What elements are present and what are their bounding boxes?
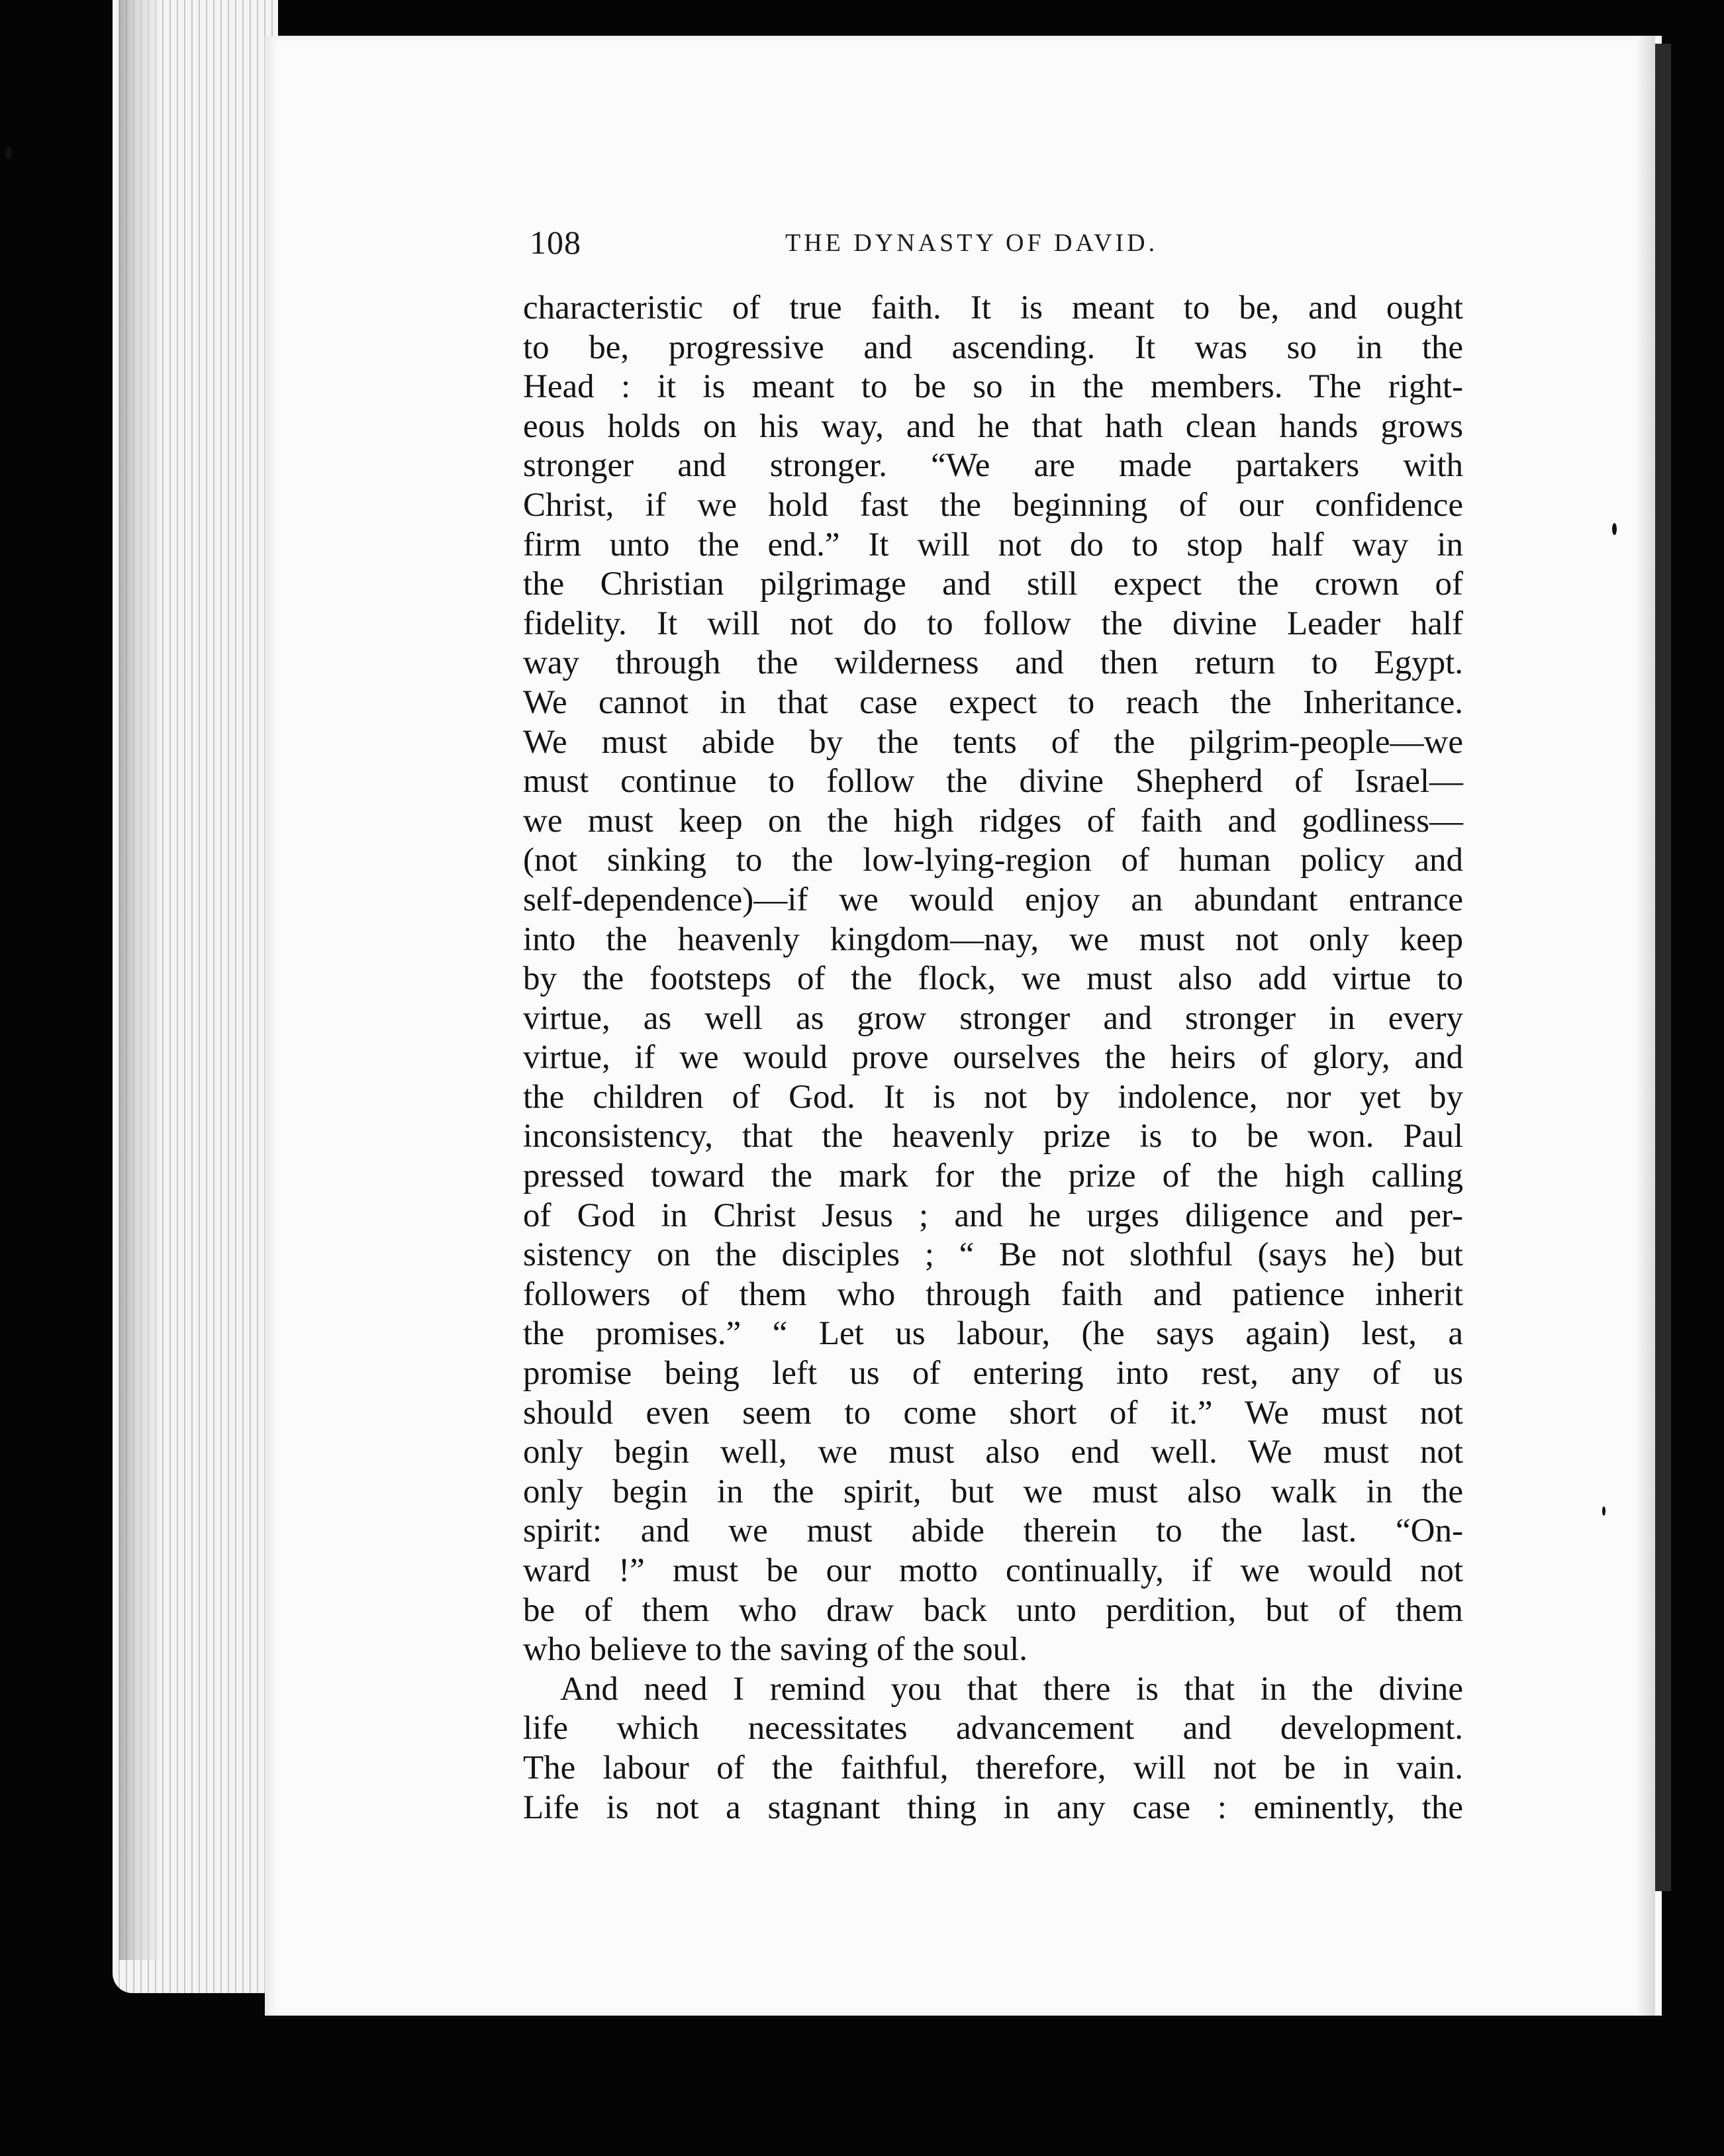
- text-line: be of them who draw back unto perdition, but of them: [523, 1591, 1463, 1629]
- text-line: way through the wilderness and then return to Egypt.: [523, 644, 1463, 682]
- text-line: sistency on the disciples ; “ Be not slothful (says he) but: [523, 1236, 1463, 1274]
- text-line: ward !” must be our motto continually, if we would not: [523, 1552, 1463, 1589]
- text-line: self-dependence)—if we would enjoy an abundant entrance: [523, 881, 1463, 918]
- text-line: by the footsteps of the flock, we must also add virtue to: [523, 960, 1463, 998]
- scan-speck: [1612, 523, 1617, 535]
- text-line: stronger and stronger. “We are made partakers with: [523, 447, 1463, 485]
- text-line: Head : it is meant to be so in the members. The right-: [523, 368, 1463, 406]
- text-line: life which necessitates advancement and development.: [523, 1710, 1463, 1747]
- text-line: fidelity. It will not do to follow the divine Leader half: [523, 605, 1463, 642]
- text-line: must continue to follow the divine Shepherd of Israel—: [523, 763, 1463, 801]
- text-line: Life is not a stagnant thing in any case : eminently, the: [523, 1788, 1463, 1826]
- text-line: the children of God. It is not by indolence, nor yet by: [523, 1078, 1463, 1116]
- scan-speck: [1602, 1506, 1605, 1516]
- text-line: spirit: and we must abide therein to the last. “On-: [523, 1512, 1463, 1550]
- gutter-shadow: [1635, 36, 1655, 2016]
- page-number: 108: [530, 224, 581, 261]
- page-header: [530, 222, 1245, 262]
- paragraph: [523, 1670, 1463, 1828]
- running-head: THE DYNASTY OF DAVID.: [785, 229, 1159, 257]
- text-line: (not sinking to the low-lying-region of human policy and: [523, 842, 1463, 879]
- text-line: the Christian pilgrimage and still expect the crown of: [523, 565, 1463, 603]
- text-line: virtue, as well as grow stronger and stronger in every: [523, 999, 1463, 1037]
- text-line: the promises.” “ Let us labour, (he says again) lest, a: [523, 1315, 1463, 1353]
- body-text: [523, 289, 1463, 1828]
- text-line: pressed toward the mark for the prize of the high calling: [523, 1157, 1463, 1195]
- text-line: who believe to the saving of the soul.: [523, 1631, 1028, 1669]
- page-edge-shadow: [119, 0, 159, 1960]
- text-line: We must abide by the tents of the pilgrim-people—we: [523, 723, 1463, 761]
- text-line: only begin in the spirit, but we must also walk in the: [523, 1473, 1463, 1510]
- text-line: we must keep on the high ridges of faith and godliness—: [523, 802, 1463, 840]
- paragraph: [523, 289, 1463, 1670]
- text-line: We cannot in that case expect to reach the Inheritance.: [523, 683, 1463, 721]
- text-line: inconsistency, that the heavenly prize is to be won. Paul: [523, 1118, 1463, 1155]
- text-line: characteristic of true faith. It is meant to be, and ought: [523, 289, 1463, 326]
- text-line: should even seem to come short of it.” We must not: [523, 1394, 1463, 1432]
- text-line: promise being left us of entering into rest, any of us: [523, 1355, 1463, 1393]
- scan-speck: [5, 147, 12, 159]
- text-line: And need I remind you that there is that in the divine: [560, 1670, 1463, 1708]
- right-binding-edge: [1655, 44, 1671, 1891]
- text-line: eous holds on his way, and he that hath clean hands grows: [523, 407, 1463, 445]
- text-line: virtue, if we would prove ourselves the heirs of glory, and: [523, 1039, 1463, 1077]
- text-line: of God in Christ Jesus ; and he urges diligence and per-: [523, 1197, 1463, 1234]
- text-line: into the heavenly kingdom—nay, we must not only keep: [523, 920, 1463, 958]
- text-line: to be, progressive and ascending. It was so in the: [523, 328, 1463, 366]
- text-line: followers of them who through faith and patience inherit: [523, 1275, 1463, 1313]
- text-line: only begin well, we must also end well. We must not: [523, 1434, 1463, 1471]
- text-line: firm unto the end.” It will not do to stop half way in: [523, 526, 1463, 564]
- text-line: The labour of the faithful, therefore, will not be in vain.: [523, 1749, 1463, 1787]
- text-line: Christ, if we hold fast the beginning of our confidence: [523, 486, 1463, 524]
